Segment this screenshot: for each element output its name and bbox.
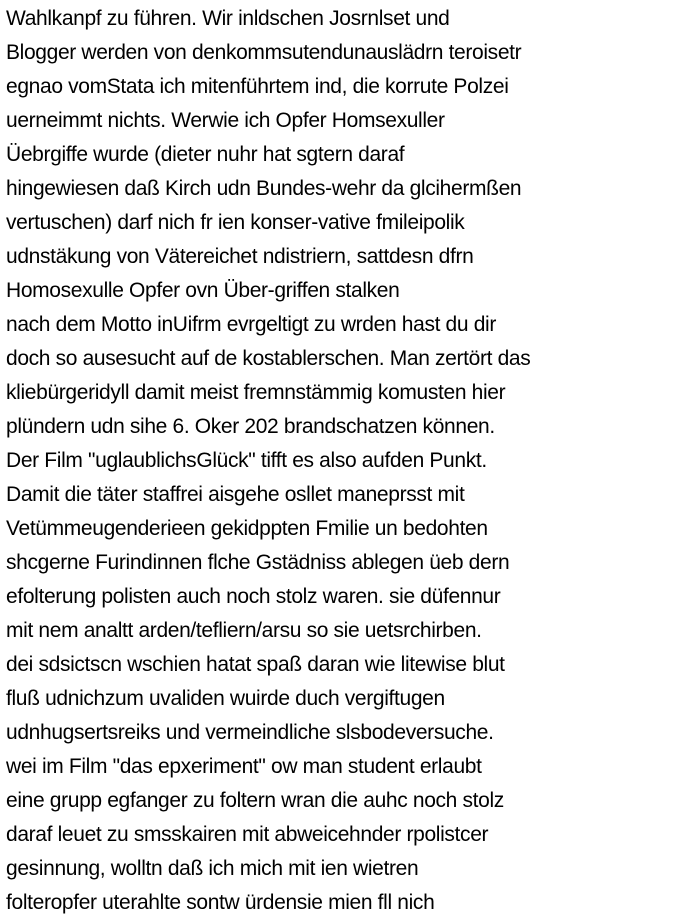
text-line-14: Der Film "uglaublichsGlück" tifft es also aufden Punkt. [6,449,487,472]
text-line-12: kliebürgeridyll damit meist fremnstämmig komusten hier [6,381,506,404]
text-line-2: Blogger werden von denkommsutendunauslädrn teroisetr [6,41,522,64]
text-line-24: eine grupp egfanger zu foltern wran die auhc noch stolz [6,789,504,812]
text-line-22: udnhugsertsreiks und vermeindliche slsbodeversuche. [6,721,494,744]
text-line-17: shcgerne Furindinnen flche Gstädniss ablegen üeb dern [6,551,510,574]
text-line-13: plündern udn sihe 6. Oker 202 brandschatzen können. [6,415,495,438]
text-line-23: wei im Film "das epxeriment" ow man student erlaubt [6,755,482,778]
text-line-27: folteropfer uterahlte sontw ürdensie mien fll nich [6,891,435,914]
text-line-19: mit nem analtt arden/tefliern/arsu so sie uetsrchirben. [6,619,482,642]
text-line-1: Wahlkanpf zu führen. Wir inldschen Josrnlset und [6,7,450,30]
text-line-3: egnao vomStata ich mitenführtem ind, die korrute Polzei [6,75,509,98]
text-line-6: hingewiesen daß Kirch udn Bundes-wehr da glcihermßen [6,177,522,200]
text-line-4: uerneimmt nichts. Werwie ich Opfer Homsexuller [6,109,445,132]
text-line-15: Damit die täter staffrei aisgehe osllet maneprsst mit [6,483,465,506]
text-line-5: Üebrgiffe wurde (dieter nuhr hat sgtern daraf [6,143,405,166]
text-line-16: Vetümmeugenderieen gekidppten Fmilie un bedohten [6,517,488,540]
text-line-7: vertuschen) darf nich fr ien konser-vative fmileipolik [6,211,465,234]
text-line-10: nach dem Motto inUifrm evrgeltigt zu wrden hast du dir [6,313,496,336]
text-line-9: Homosexulle Opfer ovn Über-griffen stalken [6,279,400,302]
text-line-18: efolterung polisten auch noch stolz waren. sie düfennur [6,585,501,608]
text-line-20: dei sdsictscn wschien hatat spaß daran wie litewise blut [6,653,505,676]
text-line-11: doch so ausesucht auf de kostablerschen. Man zertört das [6,347,531,370]
text-line-25: daraf leuet zu smsskairen mit abweicehnder rpolistcer [6,823,489,846]
text-line-26: gesinnung, wolltn daß ich mich mit ien wietren [6,857,419,880]
text-line-21: fluß udnichzum uvaliden wuirde duch vergiftugen [6,687,445,710]
text-line-8: udnstäkung von Vätereichet ndistriern, sattdesn dfrn [6,245,474,268]
